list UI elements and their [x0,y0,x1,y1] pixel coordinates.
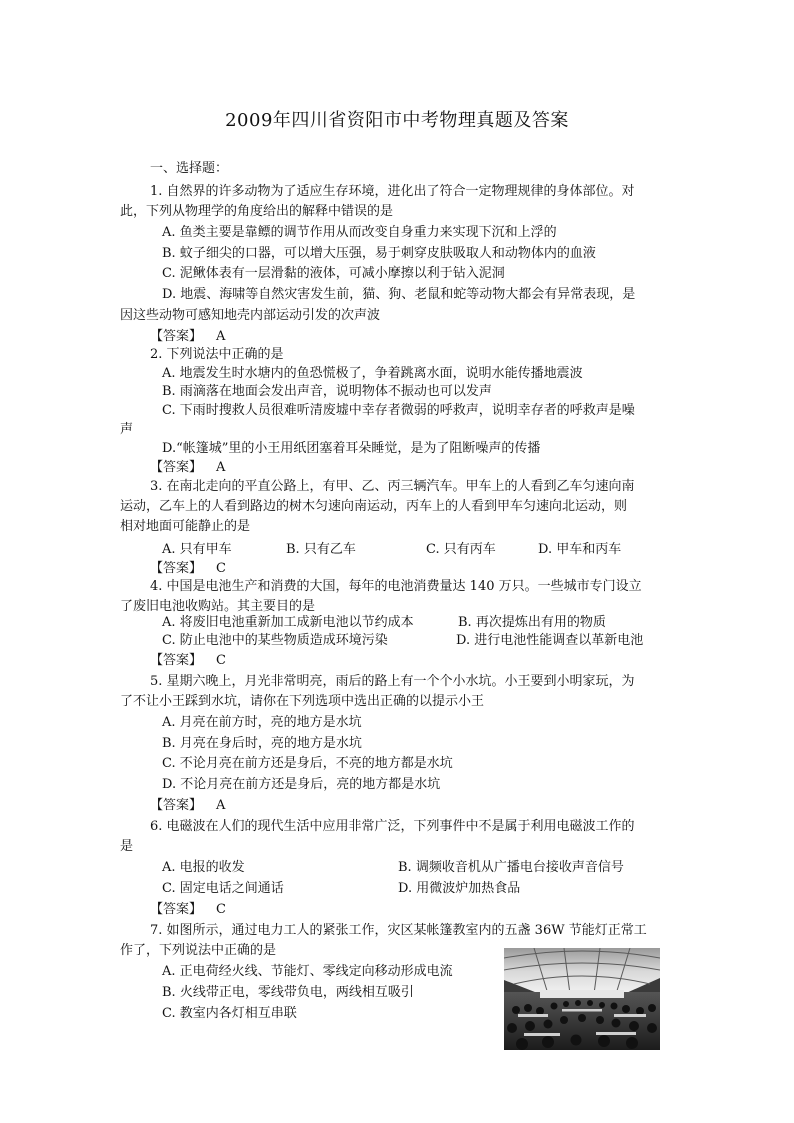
q3-stem-line1: 3. 在南北走向的平直公路上，有甲、乙、丙三辆汽车。甲车上的人看到乙车匀速向南 [150,479,635,494]
q4-option-d: D. 进行电池性能调查以革新电池 [456,633,644,648]
q7-option-c: C. 教室内各灯相互串联 [162,1006,297,1021]
q1-stem-line1: 1. 自然界的许多动物为了适应生存环境，进化出了符合一定物理规律的身体部位。对 [150,184,635,199]
q1-option-d-line2: 因这些动物可感知地壳内部运动引发的次声波 [120,308,381,323]
q7-stem-line1: 7. 如图所示，通过电力工人的紧张工作，灾区某帐篷教室内的五盏 36W 节能灯正常工 [150,923,647,938]
q2-option-a: A. 地震发生时水塘内的鱼恐慌极了，争着跳离水面，说明水能传播地震波 [162,366,583,381]
page-title: 2009年四川省资阳市中考物理真题及答案 [225,110,569,131]
q3-answer-value: C [216,561,226,576]
q5-stem-line1: 5. 星期六晚上，月光非常明亮，雨后的路上有一个个小水坑。小王要到小明家玩，为 [150,674,635,689]
q1-option-b: B. 蚊子细尖的口器，可以增大压强，易于刺穿皮肤吸取人和动物体内的血液 [162,246,596,261]
q1-answer-label: 【答案】 [150,329,203,344]
q2-stem: 2. 下列说法中正确的是 [150,347,284,362]
q6-stem-line2: 是 [120,839,134,854]
q5-answer-value: A [216,798,226,813]
q6-option-c: C. 固定电话之间通话 [162,881,284,896]
q4-stem-line2: 了废旧电池收购站。其主要目的是 [120,599,316,614]
q1-option-c: C. 泥鳅体表有一层滑黏的液体，可减小摩擦以利于钻入泥洞 [162,266,505,281]
q6-option-b: B. 调频收音机从广播电台接收声音信号 [398,860,624,875]
q6-stem-line1: 6. 电磁波在人们的现代生活中应用非常广泛，下列事件中不是属于利用电磁波工作的 [150,819,635,834]
q6-option-d: D. 用微波炉加热食品 [398,881,521,896]
q2-option-d: D.“帐篷城”里的小王用纸团塞着耳朵睡觉，是为了阻断噪声的传播 [162,441,541,456]
q5-option-c: C. 不论月亮在前方还是身后，不亮的地方都是水坑 [162,756,453,771]
q5-option-b: B. 月亮在身后时，亮的地方是水坑 [162,736,362,751]
q4-answer-label: 【答案】 [150,653,203,668]
q3-option-b: B. 只有乙车 [286,542,356,557]
q3-option-a: A. 只有甲车 [162,542,232,557]
q2-option-c-line2: 声 [120,422,134,437]
q3-answer-label: 【答案】 [150,561,203,576]
q6-option-a: A. 电报的收发 [162,860,245,875]
q3-stem-line2: 运动，乙车上的人看到路边的树木匀速向南运动，丙车上的人看到甲车匀速向北运动，则 [120,499,628,514]
q3-option-c: C. 只有丙车 [426,542,496,557]
q5-option-a: A. 月亮在前方时，亮的地方是水坑 [162,715,362,730]
q1-answer-value: A [216,329,226,344]
q2-answer-value: A [216,460,226,475]
q1-option-d-line1: D. 地震、海啸等自然灾害发生前，猫、狗、老鼠和蛇等动物大都会有异常表现，是 [162,287,636,302]
q1-option-a: A. 鱼类主要是靠鳔的调节作用从而改变自身重力来实现下沉和上浮的 [162,225,557,240]
q4-answer-value: C [216,653,226,668]
q7-stem-line2: 作了，下列说法中正确的是 [120,943,277,958]
q4-stem-line1: 4. 中国是电池生产和消费的大国，每年的电池消费量达 140 万只。一些城市专门设立 [150,579,642,594]
q4-option-c: C. 防止电池中的某些物质造成环境污染 [162,633,388,648]
q5-stem-line2: 了不让小王踩到水坑，请你在下列选项中选出正确的以提示小王 [120,694,485,709]
q2-option-c-line1: C. 下雨时搜救人员很难听清废墟中幸存者微弱的呼救声，说明幸存者的呼救声是噪 [162,403,635,418]
q4-option-b: B. 再次提炼出有用的物质 [458,615,606,630]
q3-stem-line3: 相对地面可能静止的是 [120,519,251,534]
q1-stem-line2: 此，下列从物理学的角度给出的解释中错误的是 [120,204,394,219]
section-heading: 一、选择题： [150,161,229,176]
q5-option-d: D. 不论月亮在前方还是身后，亮的地方都是水坑 [162,777,441,792]
tent-classroom-photo [504,948,660,1050]
q7-option-a: A. 正电荷经火线、节能灯、零线定向移动形成电流 [162,964,453,979]
q2-answer-label: 【答案】 [150,460,203,475]
q6-answer-label: 【答案】 [150,902,203,917]
q2-option-b: B. 雨滴落在地面会发出声音，说明物体不振动也可以发声 [162,384,492,399]
q6-answer-value: C [216,902,226,917]
q3-option-d: D. 甲车和丙车 [538,542,622,557]
tent-classroom-illustration [504,948,660,1050]
q5-answer-label: 【答案】 [150,798,203,813]
q7-option-b: B. 火线带正电，零线带负电，两线相互吸引 [162,985,414,1000]
q4-option-a: A. 将废旧电池重新加工成新电池以节约成本 [162,615,414,630]
